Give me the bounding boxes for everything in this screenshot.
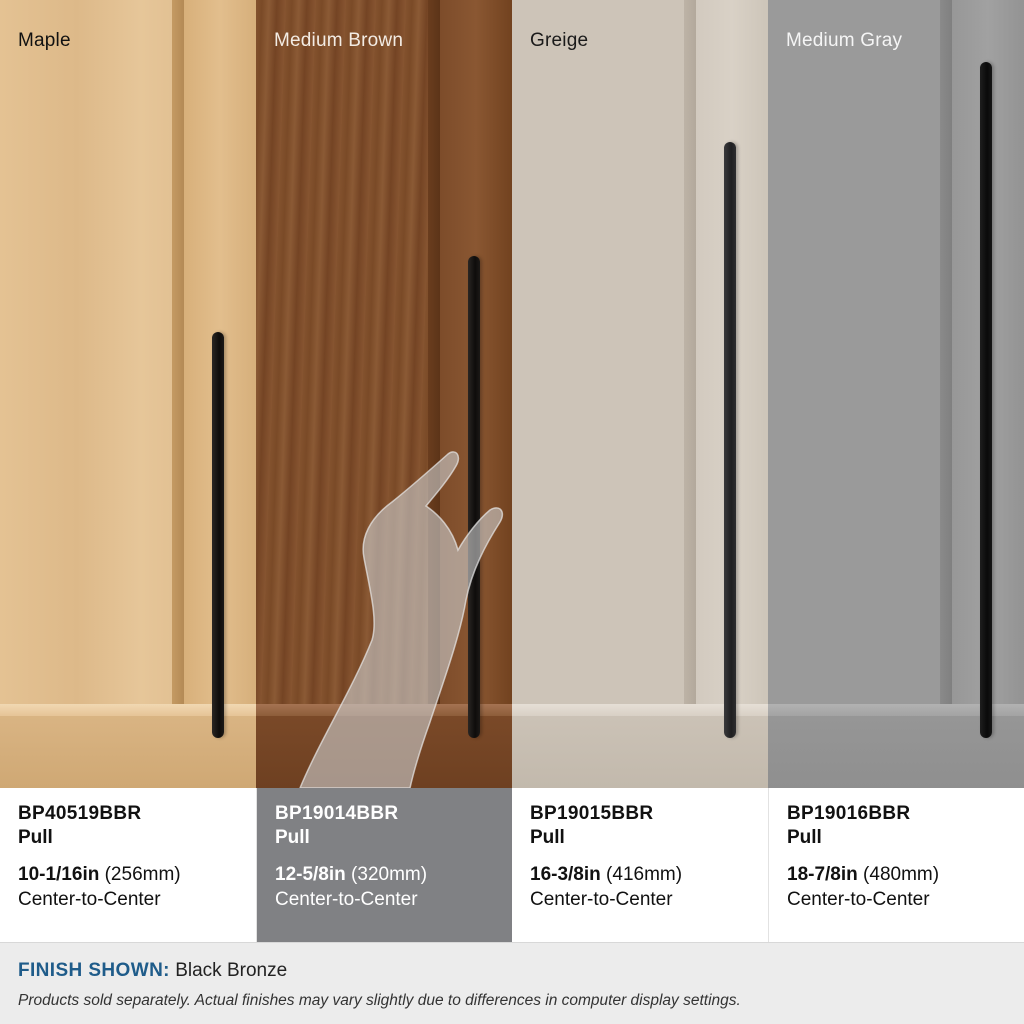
finish-key: FINISH SHOWN:: [18, 960, 170, 981]
product-type: Pull: [787, 827, 822, 848]
product-size: [787, 862, 1024, 887]
product-sku: BP19015BBR: [530, 803, 654, 824]
door-stile-bevel: [684, 0, 696, 716]
product-card: [0, 788, 256, 942]
finish-value: Black Bronze: [175, 960, 288, 981]
size-metric: (320mm): [351, 864, 428, 885]
swatch-greige: [512, 0, 768, 788]
product-spacing: Center-to-Center: [787, 889, 930, 910]
size-imperial: 12-5/8in: [275, 864, 346, 885]
pull-bp40519bbr: [212, 332, 224, 738]
swatch-maple: [0, 0, 256, 788]
product-sku: BP19016BBR: [787, 803, 911, 824]
swatch-label-greige: Greige: [530, 30, 589, 51]
product-spacing: Center-to-Center: [18, 889, 161, 910]
door-stile-bevel: [172, 0, 184, 716]
product-info-row: [0, 788, 1024, 942]
swatch-label-maple: Maple: [18, 30, 71, 51]
disclaimer-text: Products sold separately. Actual finishes may vary slightly due to differences in computer display settings.: [18, 992, 741, 1009]
product-size: [18, 862, 256, 887]
pull-bp19016bbr: [980, 62, 992, 738]
size-imperial: 10-1/16in: [18, 864, 100, 885]
finish-footer: [0, 942, 1024, 1024]
swatch-label-medium-gray: Medium Gray: [786, 30, 903, 51]
size-imperial: 18-7/8in: [787, 864, 858, 885]
swatch-label-medium-brown: Medium Brown: [274, 30, 404, 51]
product-card: [512, 788, 768, 942]
product-size: [275, 862, 512, 887]
product-size: [530, 862, 768, 887]
product-type: Pull: [530, 827, 565, 848]
product-sku: BP19014BBR: [275, 803, 399, 824]
finish-shown: [18, 959, 1024, 983]
product-spacing: Center-to-Center: [530, 889, 673, 910]
size-metric: (416mm): [606, 864, 683, 885]
product-spacing: Center-to-Center: [275, 889, 418, 910]
pull-bp19015bbr: [724, 142, 736, 738]
swatch-medium-gray: [768, 0, 1024, 788]
door-stile-bevel: [428, 0, 440, 716]
pull-bp19014bbr: [468, 256, 480, 738]
door-stile-bevel: [940, 0, 952, 716]
product-card: [768, 788, 1024, 942]
swatch-medium-brown: [256, 0, 512, 788]
size-metric: (256mm): [104, 864, 181, 885]
product-type: Pull: [18, 827, 53, 848]
product-type: Pull: [275, 827, 310, 848]
size-metric: (480mm): [863, 864, 940, 885]
size-imperial: 16-3/8in: [530, 864, 601, 885]
product-sku: BP40519BBR: [18, 803, 142, 824]
product-card: [256, 788, 512, 942]
